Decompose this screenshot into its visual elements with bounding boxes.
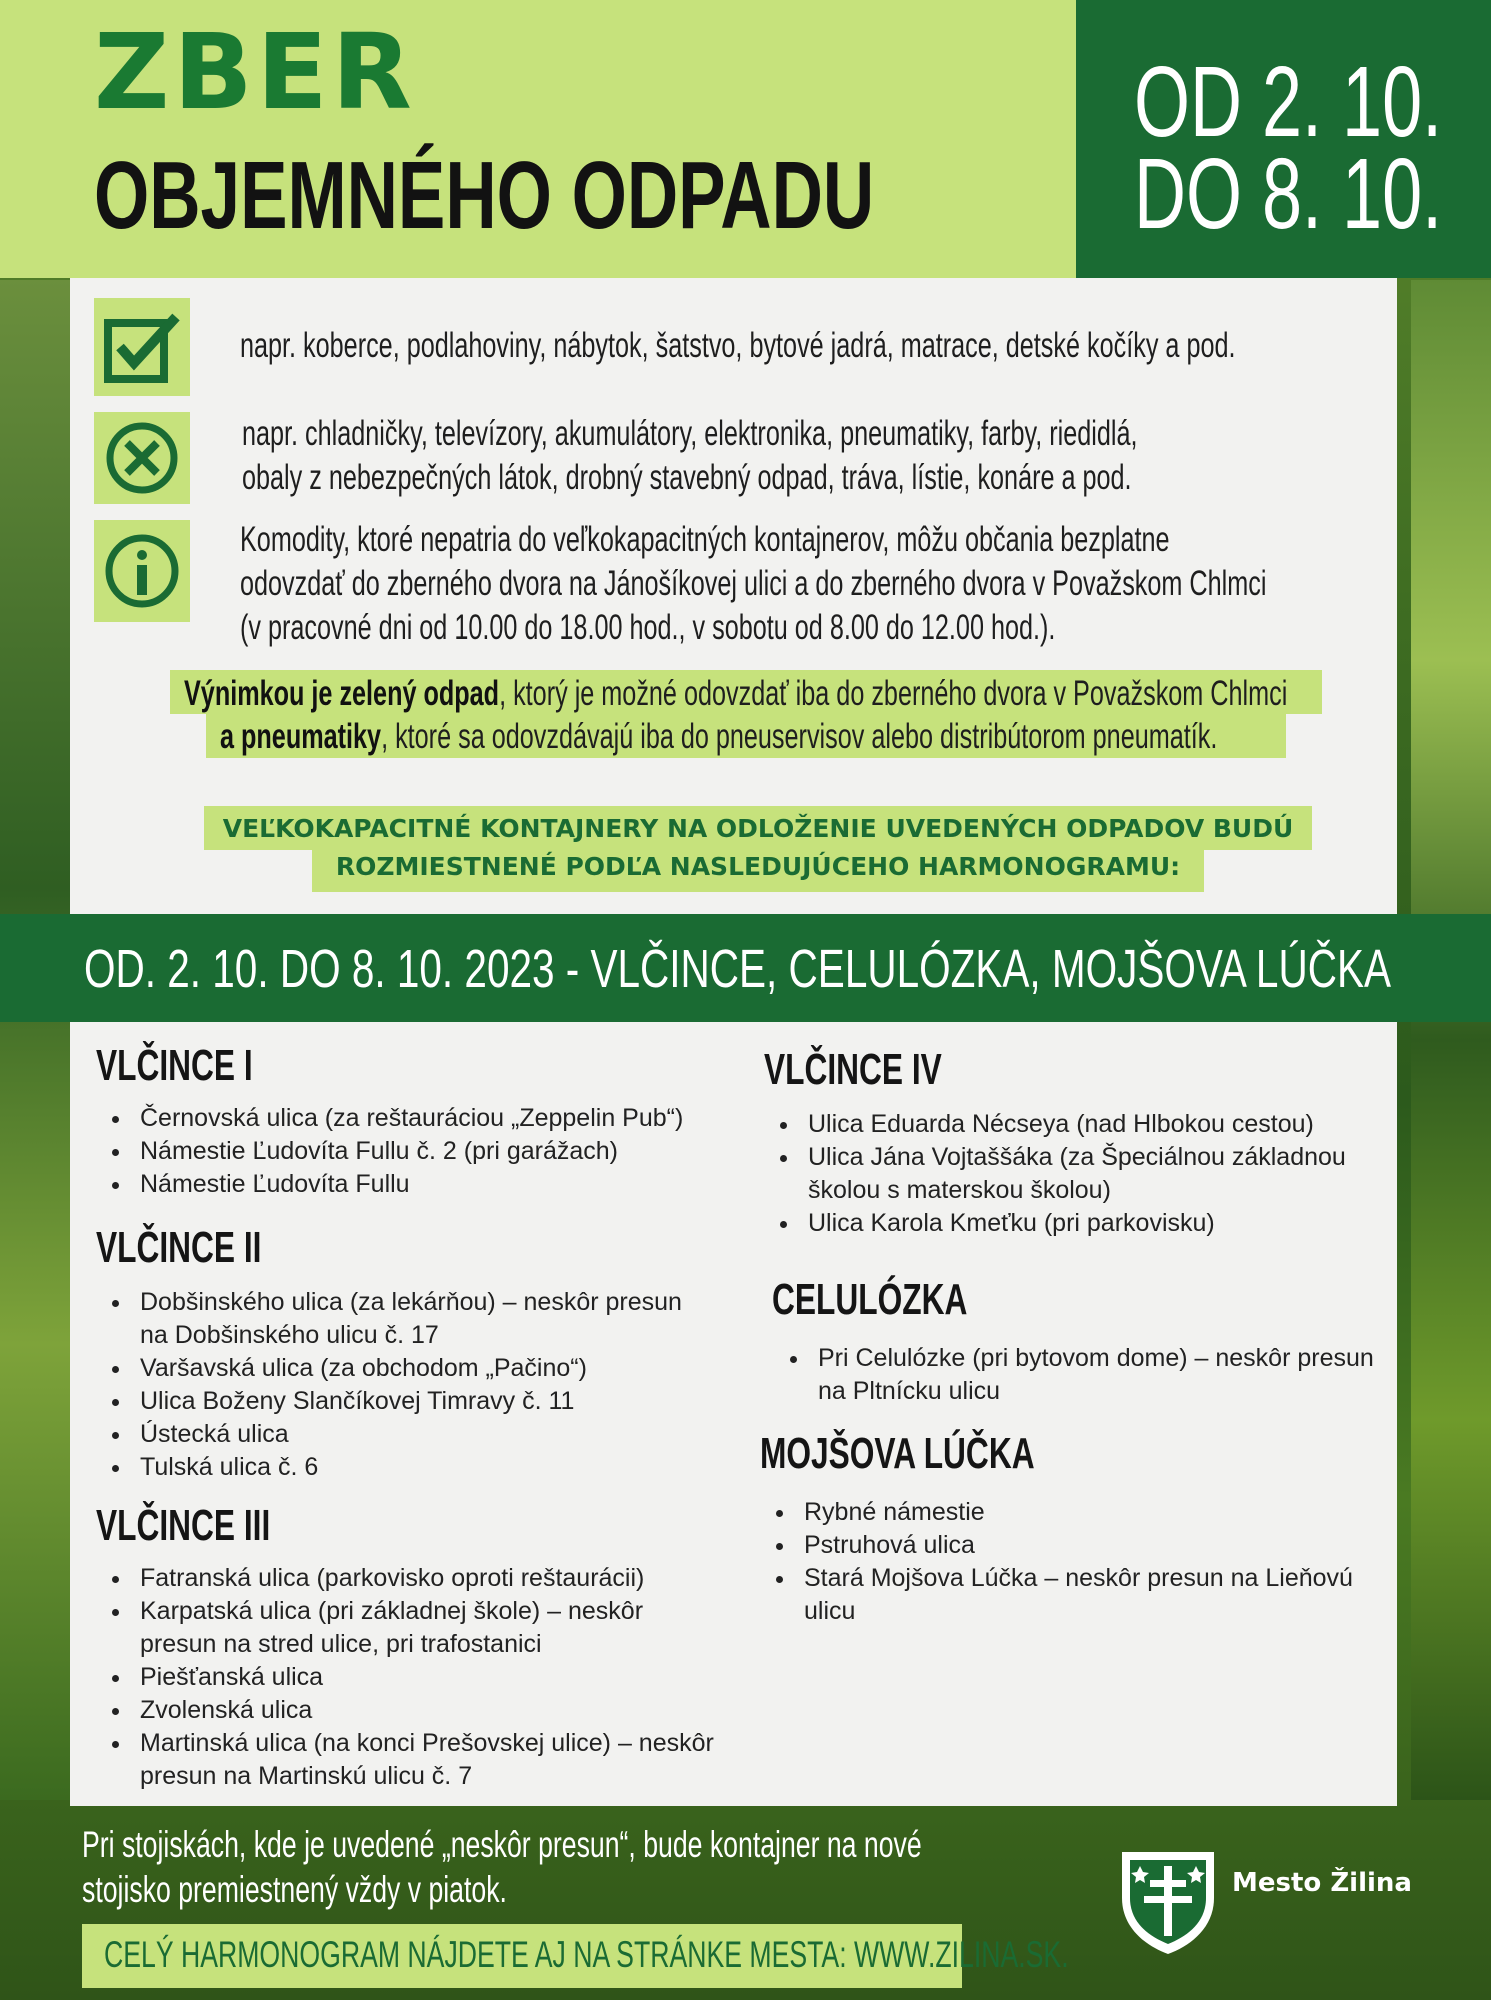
list-item: Pri Celulózke (pri bytovom dome) – neskôr presun <box>778 1342 1374 1375</box>
list-item-continuation: ulicu <box>804 1597 856 1625</box>
info-line-2: odovzdať do zberného dvora na Jánošíkovej ulici a do zberného dvora v Považskom Chlmci <box>240 564 1267 603</box>
list-item-continuation: na Pltnícku ulicu <box>818 1377 1001 1405</box>
list-vlcince-1 <box>100 1102 683 1201</box>
list-item: Ulica Jána Vojtaššáka (za Špeciálnou základnou <box>768 1141 1346 1174</box>
schedule-band <box>0 914 1491 1022</box>
list-item-continuation: na Dobšinského ulicu č. 17 <box>140 1321 439 1349</box>
x-circle-icon <box>103 419 181 497</box>
list-item: Ulica Eduarda Nécseya (nad Hlbokou cestou) <box>768 1108 1346 1141</box>
list-item: Ulica Boženy Slančíkovej Timravy č. 11 <box>100 1385 682 1418</box>
footer-note <box>82 1822 922 1912</box>
list-item: Karpatská ulica (pri základnej škole) – neskôr <box>100 1595 714 1628</box>
check-box-icon <box>102 307 182 387</box>
website-text: CELÝ HARMONOGRAM NÁJDETE AJ NA STRÁNKE MESTA: WWW.ZILINA.SK. <box>104 1934 1069 1975</box>
section-title-vlcince-1: VLČINCE I <box>96 1041 253 1090</box>
exception-bold-2: a pneumatiky <box>220 717 382 756</box>
exception-rest-1: , ktorý je možné odovzdať iba do zberného dvora v Považskom Chlmci <box>499 674 1288 713</box>
list-item: Rybné námestie <box>764 1496 1353 1529</box>
locations-panel <box>70 1022 1397 1806</box>
schedule-band-title: OD. 2. 10. DO 8. 10. 2023 - VLČINCE, CELULÓZKA, MOJŠOVA LÚČKA <box>84 939 1391 999</box>
header-title-area <box>0 0 1076 278</box>
background-left-blur <box>0 280 70 1800</box>
list-vlcince-3 <box>100 1562 714 1793</box>
list-item: Ústecká ulica <box>100 1418 682 1451</box>
section-title-vlcince-3: VLČINCE III <box>96 1501 271 1550</box>
list-item: Dobšinského ulica (za lekárňou) – neskôr presun <box>100 1286 682 1319</box>
list-item: Námestie Ľudovíta Fullu <box>100 1168 683 1201</box>
list-vlcince-2 <box>100 1286 682 1484</box>
forbidden-items-line-2: obaly z nebezpečných látok, drobný stavebný odpad, tráva, lístie, konáre a pod. <box>242 458 1132 497</box>
date-to: DO 8. 10. <box>1134 138 1443 250</box>
header-date-area <box>1076 0 1491 278</box>
list-item: Tulská ulica č. 6 <box>100 1451 682 1484</box>
list-vlcince-4 <box>768 1108 1346 1240</box>
exception-line-1 <box>184 672 1287 715</box>
info-panel <box>70 278 1397 914</box>
list-item-continuation: presun na stred ulice, pri trafostanici <box>140 1630 542 1658</box>
list-item: Fatranská ulica (parkovisko oproti reštaurácii) <box>100 1562 714 1595</box>
background-right-blur <box>1411 280 1491 1800</box>
exception-rest-2: , ktoré sa odovzdávajú iba do pneuservisov alebo distribútorom pneumatík. <box>381 717 1218 756</box>
title-main: ZBER <box>94 11 416 133</box>
list-item: Piešťanská ulica <box>100 1661 714 1694</box>
info-icon-box <box>94 520 190 622</box>
zilina-coat-of-arms-icon <box>1118 1848 1218 1956</box>
list-mojsova-lucka <box>764 1496 1353 1628</box>
notice-line-1: VEĽKOKAPACITNÉ KONTAJNERY NA ODLOŽENIE UVEDENÝCH ODPADOV BUDÚ <box>222 814 1294 843</box>
list-item: Černovská ulica (za reštauráciou „Zeppelin Pub“) <box>100 1102 683 1135</box>
city-name: Mesto Žilina <box>1232 1868 1412 1898</box>
section-title-celulozka: CELULÓZKA <box>772 1275 968 1324</box>
date-from: OD 2. 10. <box>1134 46 1443 158</box>
list-item: Varšavská ulica (za obchodom „Pačino“) <box>100 1352 682 1385</box>
footer-note-line-2: stojisko premiestnený vždy v piatok. <box>82 1869 507 1910</box>
allowed-items-text: napr. koberce, podlahoviny, nábytok, šatstvo, bytové jadrá, matrace, detské kočíky a pod. <box>240 326 1236 365</box>
info-line-3: (v pracovné dni od 10.00 do 18.00 hod., v sobotu od 8.00 do 12.00 hod.). <box>240 608 1056 647</box>
list-item-continuation: školou s materskou školou) <box>808 1176 1111 1204</box>
website-banner <box>82 1924 1069 1988</box>
list-item: Námestie Ľudovíta Fullu č. 2 (pri garážach) <box>100 1135 683 1168</box>
notice-line-2: ROZMIESTNENÉ PODĽA NASLEDUJÚCEHO HARMONOGRAMU: <box>335 852 1181 881</box>
forbidden-items-line-1: napr. chladničky, televízory, akumulátory, elektronika, pneumatiky, farby, riedidlá, <box>242 414 1138 453</box>
list-item: Ulica Karola Kmeťku (pri parkovisku) <box>768 1207 1346 1240</box>
list-item: Martinská ulica (na konci Prešovskej ulice) – neskôr <box>100 1727 714 1760</box>
list-item: Stará Mojšova Lúčka – neskôr presun na Lieňovú <box>764 1562 1353 1595</box>
list-item: Zvolenská ulica <box>100 1694 714 1727</box>
section-title-vlcince-2: VLČINCE II <box>96 1223 262 1272</box>
section-title-mojsova-lucka: MOJŠOVA LÚČKA <box>760 1429 1035 1478</box>
forbidden-icon-box <box>94 412 190 504</box>
title-subtitle: OBJEMNÉHO ODPADU <box>94 142 875 249</box>
allowed-icon-box <box>94 298 190 396</box>
info-circle-icon <box>102 531 182 611</box>
list-celulozka <box>778 1342 1374 1408</box>
exception-line-2 <box>220 715 1217 758</box>
info-line-1: Komodity, ktoré nepatria do veľkokapacitných kontajnerov, môžu občania bezplatne <box>240 520 1170 559</box>
exception-bold-1: Výnimkou je zelený odpad <box>184 674 500 713</box>
section-title-vlcince-4: VLČINCE IV <box>764 1045 942 1094</box>
list-item-continuation: presun na Martinskú ulicu č. 7 <box>140 1762 473 1790</box>
list-item: Pstruhová ulica <box>764 1529 1353 1562</box>
footer-note-line-1: Pri stojiskách, kde je uvedené „neskôr presun“, bude kontajner na nové <box>82 1824 922 1865</box>
